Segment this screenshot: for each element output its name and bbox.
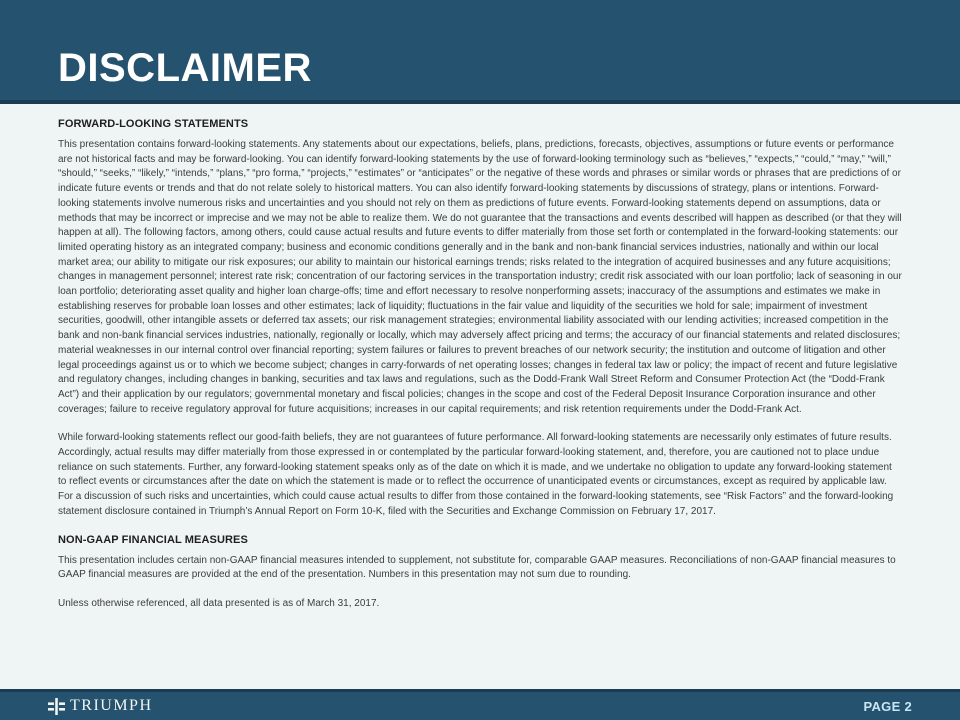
section-forward-looking — [58, 118, 902, 520]
footer-bar — [0, 689, 960, 720]
data-as-of-footnote: Unless otherwise referenced, all data presented is as of March 31, 2017. — [58, 597, 380, 609]
forward-looking-paragraph-1: This presentation contains forward-looking statements. Any statements about our expectations, beliefs, plans, predictions, forecasts, objectives, assumptions or future events or performance are not historical facts and may be forward-looking. You can identify forward-looking statements by the use of forward-looking terminology such as “believes,” “expects,” “could,” “may,” “will,” “should,” “seeks,” “likely,” “intends,” “plans,” “pro forma,” “projects,” “estimates” or “anticipates” or the negative of these words and phrases or similar words or phrases that are predictions of or indicate future events or trends and that do not relate solely to historical matters. You can also identify forward-looking statements by discussions of strategy, plans or intentions. Forward-looking statements involve numerous risks and uncertainties and you should not rely on them as predictions of future events. Forward-looking statements depend on assumptions, data or methods that may be incorrect or imprecise and we may not be able to realize them. We do not guarantee that the transactions and events described will happen as described (or that they will happen at all). The following factors, among others, could cause actual results and future events to differ materially from those set forth or contemplated in the forward-looking statements: our limited operating history as an integrated company; business and economic conditions generally and in the bank and non-bank financial services industries, nationally and within our local market area; our ability to mitigate our risk exposures; our ability to maintain our historical earnings trends; risks related to the integration of acquired businesses and any future acquisitions; changes in management personnel; interest rate risk; concentration of our factoring services in the transportation industry; credit risk associated with our loan portfolio; lack of seasoning in our loan portfolio; deteriorating asset quality and higher loan charge-offs; time and effort necessary to resolve nonperforming assets; inaccuracy of the assumptions and estimates we make in establishing reserves for probable loan losses and other estimates; lack of liquidity; fluctuations in the fair value and liquidity of the securities we hold for sale; impairment of investment securities, goodwill, other intangible assets or deferred tax assets; our risk management strategies; environmental liability associated with our lending activities; increased competition in the bank and non-bank financial services industries, nationally, regionally or locally, which may adversely affect pricing and terms; the accuracy of our financial statements and related disclosures; material weaknesses in our internal control over financial reporting; system failures or failures to prevent breaches of our network security; the institution and outcome of litigation and other legal proceedings against us or to which we become subject; changes in carry-forwards of net operating losses; changes in federal tax law or policy; the impact of recent and future legislative and regulatory changes, including changes in banking, securities and tax laws and regulations, such as the Dodd-Frank Wall Street Reform and Consumer Protection Act (the “Dodd-Frank Act”) and their application by our regulators; governmental monetary and fiscal policies; changes in the scope and cost of the Federal Deposit Insurance Corporation insurance and other coverages; failure to receive regulatory approval for future acquisitions; increases in our capital requirements; and risk retention requirements under the Dodd-Frank Act. — [58, 139, 902, 415]
section-heading-forward-looking: FORWARD-LOOKING STATEMENTS — [58, 118, 249, 130]
brand-name: TRIUMPH — [70, 697, 153, 714]
brand-logo — [48, 697, 153, 715]
page-title: DISCLAIMER — [58, 46, 312, 90]
page-number: PAGE 2 — [863, 698, 912, 714]
section-heading-non-gaap: NON-GAAP FINANCIAL MEASURES — [58, 533, 248, 546]
section-non-gaap — [58, 534, 902, 583]
triumph-cross-icon — [48, 698, 65, 715]
forward-looking-paragraph-2: While forward-looking statements reflect our good-faith beliefs, they are not guarantees of future performance. All forward-looking statements are necessarily only estimates of future results. Accordingly, actual results may differ materially from those expressed in or contemplated by the particular forward-looking statement, and, therefore, you are cautioned not to place undue reliance on such statements. Further, any forward-looking statement speaks only as of the date on which it is made, and we undertake no obligation to update any forward-looking statement to reflect events or circumstances after the date on which the statement is made or to reflect the occurrence of unanticipated events or circumstances, except as required by applicable law. For a discussion of such risks and uncertainties, which could cause actual results to differ from those contained in the forward-looking statements, see “Risk Factors” and the forward-looking statement disclosure contained in Triumph’s Annual Report on Form 10-K, filed with the Securities and Exchange Commission on February 17, 2017. — [58, 432, 894, 517]
header-band — [0, 0, 960, 104]
content-area — [0, 104, 960, 689]
non-gaap-paragraph: This presentation includes certain non-GAAP financial measures intended to supplement, not substitute for, comparable GAAP measures. Reconciliations of non-GAAP financial measures to GAAP financial measures are provided at the end of the presentation. Numbers in this presentation may not sum due to rounding. — [58, 554, 896, 581]
